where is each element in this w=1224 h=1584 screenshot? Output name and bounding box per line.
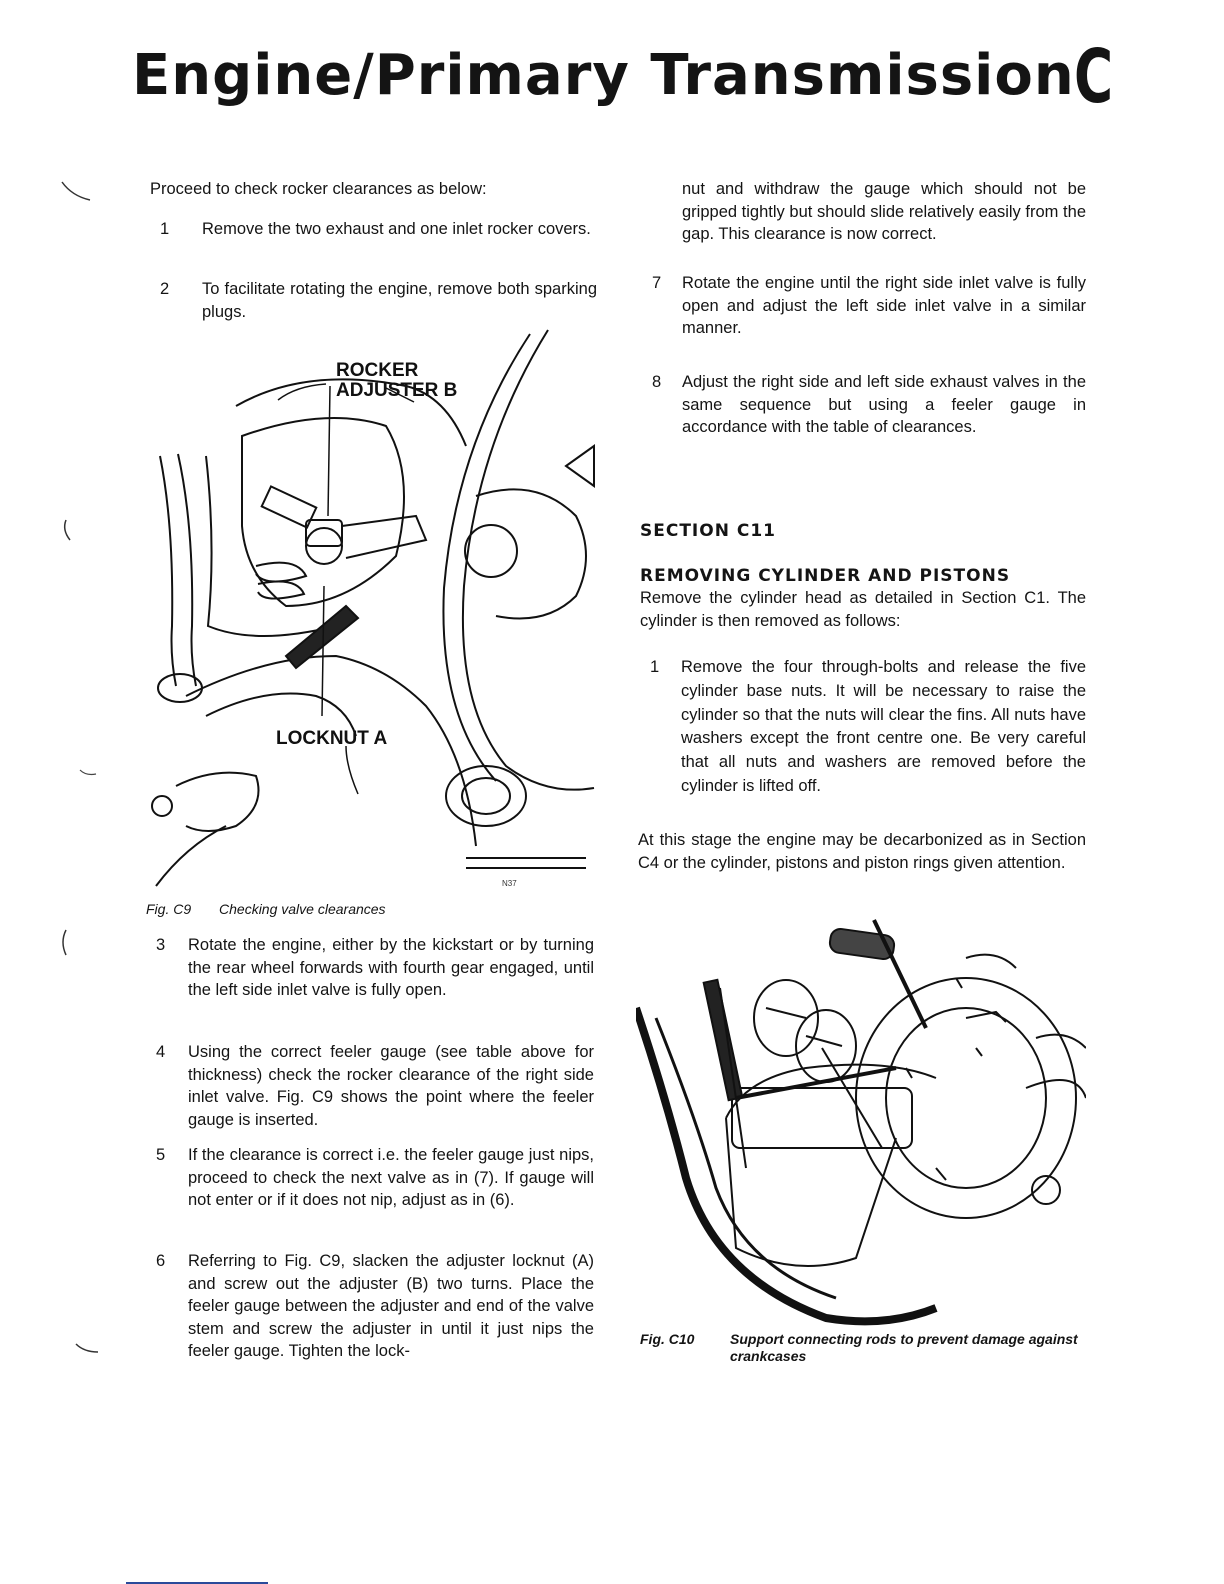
section-step-1	[650, 656, 1086, 796]
step-number: 4	[156, 1043, 166, 1061]
step-number: 2	[160, 280, 170, 298]
figure-code: N37	[502, 879, 517, 888]
step-8	[652, 371, 1086, 441]
margin-marks	[0, 0, 130, 1584]
step-text: Remove the two exhaust and one inlet rocker covers.	[202, 220, 591, 238]
step-number: 6	[156, 1252, 166, 1270]
label-locknut-a: LOCKNUT A	[276, 728, 388, 749]
step-text: To facilitate rotating the engine, remove both sparking plugs.	[202, 280, 597, 321]
label-adjuster-b: ADJUSTER B	[336, 380, 458, 401]
figure-c9-illustration	[146, 326, 600, 898]
intro-text: Proceed to check rocker clearances as below:	[150, 180, 487, 198]
step-text: If the clearance is correct i.e. the feeler gauge just nips, proceed to check the next valve as in (7). If gauge will not enter or if it does not nip, adjust as in (6).	[188, 1146, 594, 1209]
step-text: Using the correct feeler gauge (see table above for thickness) check the rocker clearance of the right side inlet valve. Fig. C9 shows the point where the feeler gauge is inserted.	[188, 1043, 594, 1129]
step-7	[652, 272, 1086, 342]
step-number: 3	[156, 936, 166, 954]
step-number: 1	[160, 220, 170, 238]
step-2	[160, 278, 597, 324]
section-intro: Remove the cylinder head as detailed in Section C1. The cylinder is then removed as follows:	[640, 589, 1086, 630]
label-rocker: ROCKER	[336, 360, 419, 381]
figure-c9-caption	[146, 901, 386, 917]
step-text: Adjust the right side and left side exhaust valves in the same sequence but using a feeler gauge in accordance with the table of clearances.	[682, 373, 1086, 436]
continuation-text: nut and withdraw the gauge which should not be gripped tightly but should slide relatively easily from the gap. This clearance is now correct.	[682, 180, 1086, 243]
step-text: Rotate the engine until the right side inlet valve is fully open and adjust the left side inlet valve in a similar manner.	[682, 274, 1086, 337]
step-text: Rotate the engine, either by the kickstart or by turning the rear wheel forwards with fourth gear engaged, until the left side inlet valve is fully open.	[188, 936, 594, 999]
step-number: 1	[650, 658, 660, 676]
step-text: Referring to Fig. C9, slacken the adjuster locknut (A) and screw out the adjuster (B) two turns. Place the feeler gauge between the adjuster and end of the valve stem and screw the adjuster in until it just nips the feeler gauge. Tighten the lock-	[188, 1252, 594, 1360]
page-title: Engine/Primary Transmission	[132, 43, 1075, 108]
step-5	[156, 1144, 594, 1234]
figure-c10-illustration	[636, 918, 1086, 1326]
caption-number: Fig. C10	[640, 1331, 695, 1347]
section-label: SECTION C11	[640, 521, 776, 541]
section-title: REMOVING CYLINDER AND PISTONS	[640, 566, 1011, 586]
step-number: 8	[652, 373, 662, 391]
step-number: 7	[652, 274, 662, 292]
step-4	[156, 1041, 594, 1131]
step-text: Remove the four through-bolts and release the five cylinder base nuts. It will be necessary to raise the cylinder so that the nuts will clear the fins. All nuts have washers except the front centre one. Be very careful that all nuts and washers are removed before the cylinder is lifted off.	[681, 658, 1086, 795]
closing-text: At this stage the engine may be decarbonized as in Section C4 or the cylinder, pistons and piston rings given attention.	[638, 831, 1086, 872]
caption-text: Checking valve clearances	[219, 901, 386, 917]
step-number: 5	[156, 1146, 166, 1164]
caption-text: Support connecting rods to prevent damage against crankcases	[730, 1331, 1078, 1364]
step-3	[156, 934, 594, 1024]
caption-number: Fig. C9	[146, 901, 192, 917]
step-6	[156, 1250, 594, 1365]
section-letter: C	[1074, 34, 1114, 120]
step-1	[160, 218, 597, 264]
